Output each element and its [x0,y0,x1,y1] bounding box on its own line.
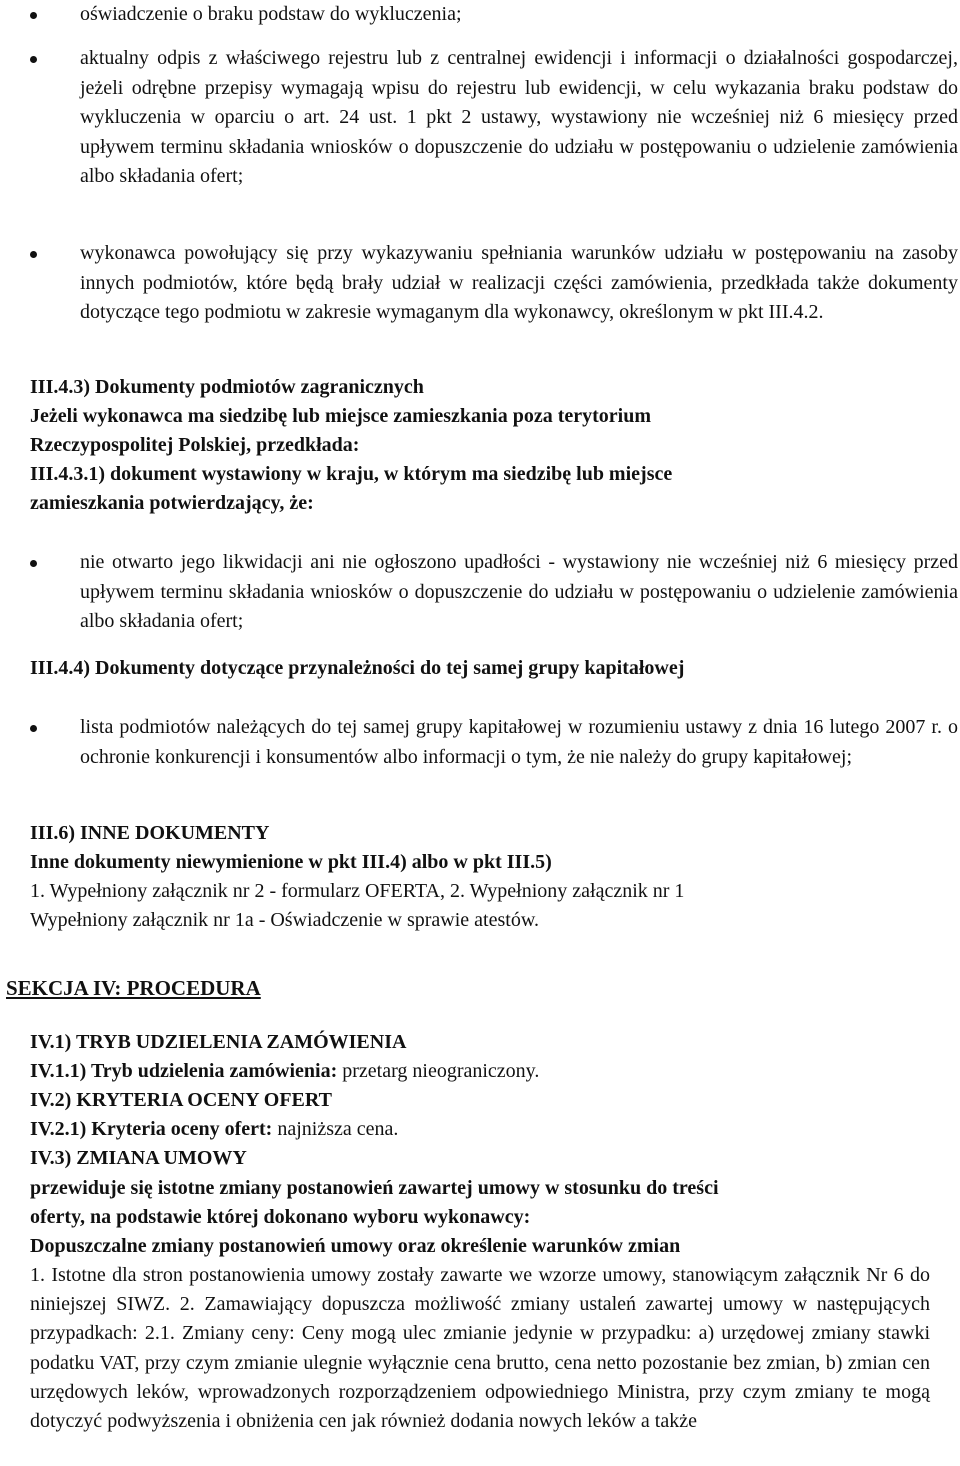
paragraph-line: Dopuszczalne zmiany postanowień umowy oraz określenie warunków zmian [30,1235,681,1257]
paragraph: 1. Istotne dla stron postanowienia umowy zostały zawarte we wzorze umowy, stanowiącym załącznik Nr 6 do niniejszej SIWZ. 2. Zamawiający dopuszcza możliwość zmiany ustaleń zawartej umowy w następujących przypadkach: 2.1. Zmiany ceny: Ceny mogą ulec zmianie jedynie w przypadku: a) urzędowej zmiany stawki podatku VAT, przy czym zmianie ulegnie wyłącznie cena brutto, cena netto pozostanie bez zmian, b) zmian cen urzędowych leków, wprowadzonych rozporządzeniem odpowiedniego Ministra, przy czym zmiany te mogą dotyczyć podwyższenia i obniżenia cen jak również dodania nowych leków a także [30,1264,930,1433]
subheading: Inne dokumenty niewymienione w pkt III.4) albo w pkt III.5) [30,851,552,873]
section-heading: IV.3) ZMIANA UMOWY [30,1147,247,1169]
section-heading: III.4.3) Dokumenty podmiotów zagranicznych [30,376,424,398]
list-item-text: nie otwarto jego likwidacji ani nie ogłoszono upadłości - wystawiony nie wcześniej niż 6 miesięcy przed upływem terminu składania wniosków o dopuszczenie do udziału w postępowaniu o udzielenie zamówienia albo składania ofert; [80,551,958,632]
paragraph-line: przewiduje się istotne zmiany postanowień zawartej umowy w stosunku do treści [30,1177,719,1199]
field-row [30,1057,930,1086]
field-row [30,1115,930,1144]
paragraph-line: III.4.3.1) dokument wystawiony w kraju, w którym ma siedzibę lub miejsce [30,463,673,485]
section-title: SEKCJA IV: PROCEDURA [6,976,261,1000]
bullet-icon [30,56,37,63]
field-label: IV.1.1) Tryb udzielenia zamówienia: [30,1060,338,1082]
section-heading: III.6) INNE DOKUMENTY [30,822,270,844]
field-label: IV.2.1) Kryteria oceny ofert: [30,1118,273,1140]
paragraph-line: Wypełniony załącznik nr 1a - Oświadczenie w sprawie atestów. [30,909,539,931]
paragraph-line: Jeżeli wykonawca ma siedzibę lub miejsce zamieszkania poza terytorium [30,405,652,427]
paragraph-line: zamieszkania potwierdzający, że: [30,492,314,514]
field-value: przetarg nieograniczony. [337,1060,540,1082]
list-item-text: aktualny odpis z właściwego rejestru lub z centralnej ewidencji i informacji o działalności gospodarczej, jeżeli odrębne przepisy wymagają wpisu do rejestru lub ewidencji, w celu wykazania braku podstaw do wykluczenia w oparciu o art. 24 ust. 1 pkt 2 ustawy, wystawiony nie wcześniej niż 6 miesięcy przed upływem terminu składania wniosków o dopuszczenie do udziału w postępowaniu o udzielenie zamówienia albo składania ofert; [80,47,958,187]
bullet-icon [30,251,37,258]
list-item-text: wykonawca powołujący się przy wykazywaniu spełniania warunków udziału w postępowaniu na zasoby innych podmiotów, które będą brały udział w realizacji części zamówienia, przedkłada także dokumenty dotyczące tego podmiotu w zakresie wymaganym dla wykonawcy, określonym w pkt III.4.2. [80,242,958,323]
bullet-icon [30,12,37,19]
section-heading: IV.2) KRYTERIA OCENY OFERT [30,1089,332,1111]
list-item-text: oświadczenie o braku podstaw do wykluczenia; [80,3,462,25]
bullet-icon [30,725,37,732]
field-value: najniższa cena. [272,1118,399,1140]
paragraph-line: 1. Wypełniony załącznik nr 2 - formularz OFERTA, 2. Wypełniony załącznik nr 1 [30,880,685,902]
list-item-text: lista podmiotów należących do tej samej grupy kapitałowej w rozumieniu ustawy z dnia 16 lutego 2007 r. o ochronie konkurencji i konsumentów albo informacji o tym, że nie należy do grupy kapitałowej; [80,716,958,768]
section-heading: IV.1) TRYB UDZIELENIA ZAMÓWIENIA [30,1031,407,1053]
section-heading: III.4.4) Dokumenty dotyczące przynależności do tej samej grupy kapitałowej [30,657,685,679]
bullet-icon [30,560,37,567]
paragraph-line: Rzeczypospolitej Polskiej, przedkłada: [30,434,360,456]
paragraph-line: oferty, na podstawie której dokonano wyboru wykonawcy: [30,1206,531,1228]
